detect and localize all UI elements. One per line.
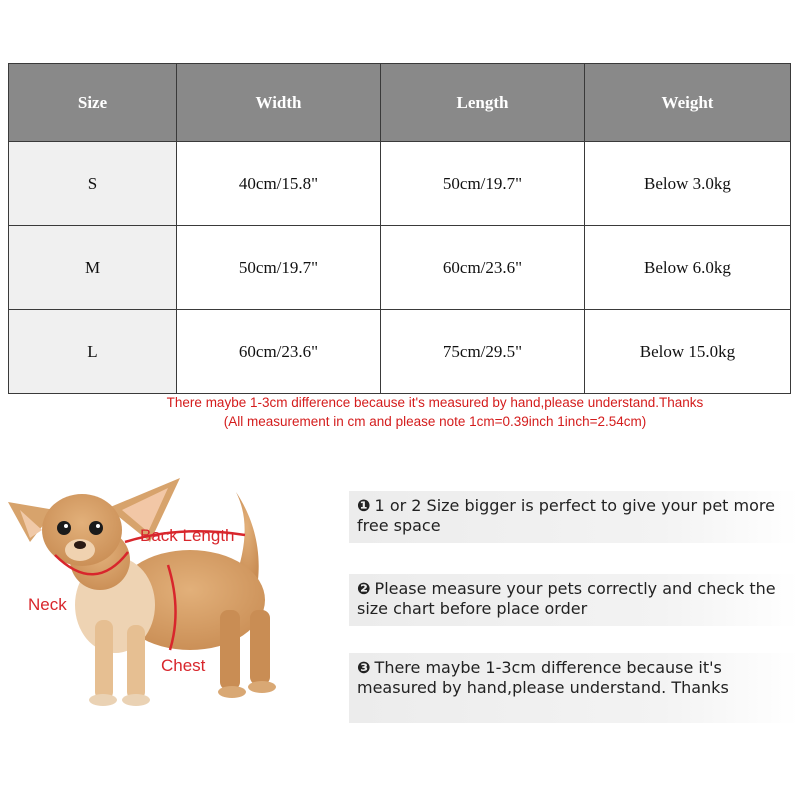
- width-cell: 40cm/15.8": [177, 142, 381, 226]
- dog-measurement-illustration: [0, 470, 335, 720]
- tip-text: Please measure your pets correctly and check the size chart before place order: [357, 579, 776, 618]
- tip-number: ❸: [357, 658, 371, 677]
- tip-size-bigger: [349, 491, 798, 543]
- neck-label: Neck: [28, 595, 67, 614]
- conversion-note: (All measurement in cm and please note 1cm=0.39inch 1inch=2.54cm): [223, 414, 647, 429]
- table-row: [9, 310, 791, 394]
- size-cell: S: [9, 142, 177, 226]
- weight-cell: Below 15.0kg: [585, 310, 791, 394]
- size-cell: L: [9, 310, 177, 394]
- tip-text: 1 or 2 Size bigger is perfect to give your pet more free space: [357, 496, 775, 535]
- tip-number: ❶: [357, 496, 371, 515]
- header-length: Length: [381, 64, 585, 142]
- length-cell: 75cm/29.5": [381, 310, 585, 394]
- width-cell: 50cm/19.7": [177, 226, 381, 310]
- tip-number: ❷: [357, 579, 371, 598]
- header-weight: Weight: [585, 64, 791, 142]
- tip-measure-correctly: [349, 574, 798, 626]
- header-size: Size: [9, 64, 177, 142]
- tip-difference: [349, 653, 798, 723]
- weight-cell: Below 3.0kg: [585, 142, 791, 226]
- table-row: [9, 142, 791, 226]
- tip-text: There maybe 1-3cm difference because it's measured by hand,please understand. Thanks: [357, 658, 729, 697]
- width-cell: 60cm/23.6": [177, 310, 381, 394]
- weight-cell: Below 6.0kg: [585, 226, 791, 310]
- size-chart-table: [8, 63, 791, 394]
- header-width: Width: [177, 64, 381, 142]
- back-length-label: Back Length: [140, 526, 235, 545]
- size-cell: M: [9, 226, 177, 310]
- table-header-row: [9, 64, 791, 142]
- length-cell: 50cm/19.7": [381, 142, 585, 226]
- length-cell: 60cm/23.6": [381, 226, 585, 310]
- chest-label: Chest: [161, 656, 206, 675]
- measurement-note: There maybe 1-3cm difference because it's measured by hand,please understand.Thanks: [166, 395, 704, 410]
- table-row: [9, 226, 791, 310]
